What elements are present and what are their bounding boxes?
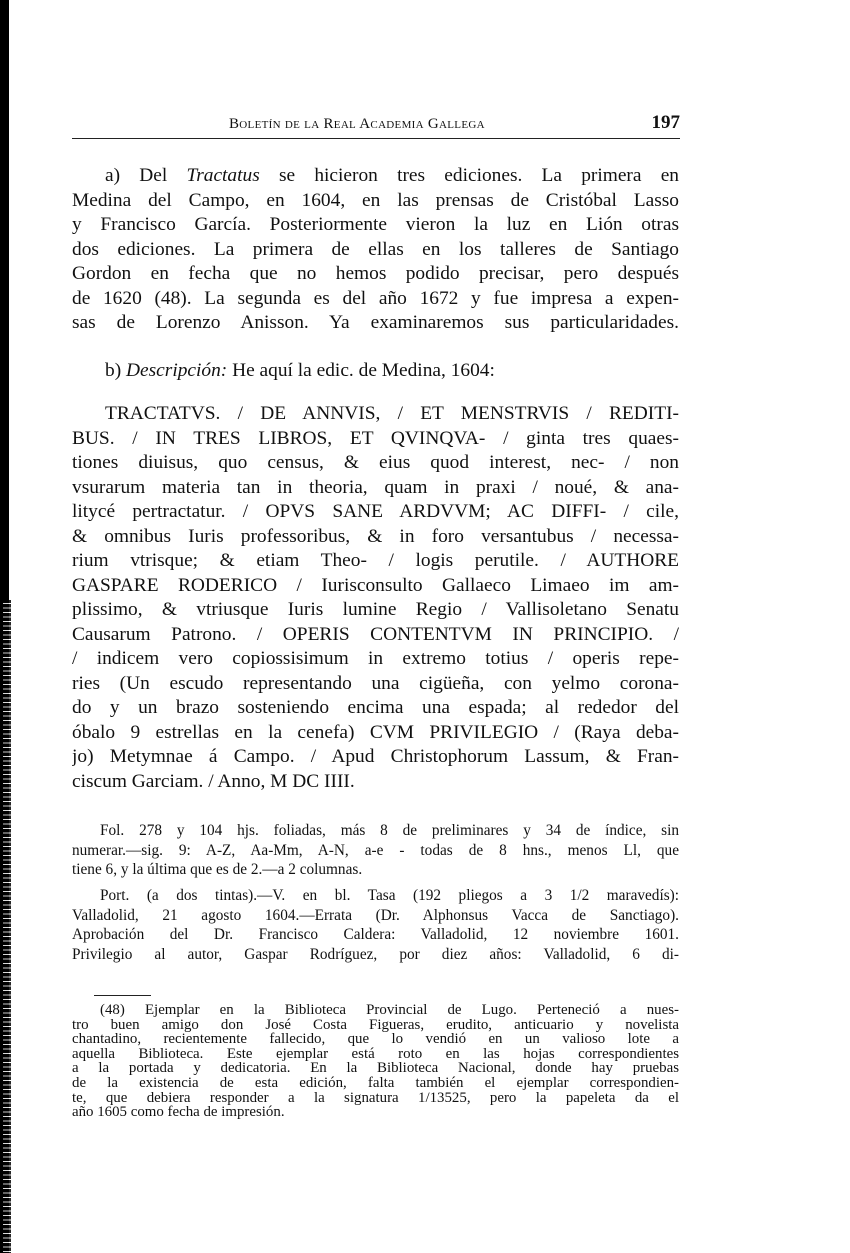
text-line: ciscum Garciam. / Anno, M DC IIII. — [72, 770, 355, 792]
scan-binding-noise — [3, 600, 11, 1253]
text-line: Privilegio al autor, Gaspar Rodríguez, por diez años: Valladolid, 6 di- — [72, 945, 679, 963]
paragraph-b — [72, 359, 679, 384]
text-line: numerar.—sig. 9: A-Z, Aa-Mm, A-N, a-e - todas de 8 hns., menos Ll, que — [72, 841, 679, 859]
text-line: plissimo, & vtriusque Iuris lumine Regio / Vallisoletano Senatu — [72, 599, 679, 620]
text-line: chantadino, recientemente fallecido, que lo vendió en un valioso lote a — [72, 1032, 679, 1047]
paragraph-a — [72, 164, 679, 336]
text-line: jo) Metymnae á Campo. / Apud Christophorum Lassum, & Fran- — [72, 746, 679, 767]
text-line: Causarum Patrono. / OPERIS CONTENTVM IN PRINCIPIO. / — [72, 623, 679, 645]
text-line: Gordon en fecha que no hemos podido precisar, pero después — [72, 263, 679, 284]
text-line: ries (Un escudo representando una cigüeña, con yelmo corona- — [72, 672, 679, 694]
text-line: a) Del Tractatus se hicieron tres ediciones. La primera en — [105, 165, 679, 186]
text-line: Fol. 278 y 104 hjs. foliadas, más 8 de preliminares y 34 de índice, sin — [100, 822, 679, 839]
text-line: Valladolid, 21 agosto 1604.—Errata (Dr. Alphonsus Vacca de Sanctiago). — [72, 906, 679, 924]
collation-paragraph — [72, 821, 679, 880]
text-line: & omnibus Iuris professoribus, & in foro versantubus / necessa- — [72, 525, 679, 547]
text-line: rium vtrisque; & etiam Theo- / logis perutile. / AUTHORE — [72, 550, 679, 571]
text-line: Medina del Campo, en 1604, en las prensas de Cristóbal Lasso — [72, 189, 679, 211]
text-line: a la portada y dedicatoria. En la Biblioteca Nacional, donde hay pruebas — [72, 1061, 679, 1076]
text-line: dos ediciones. La primera de ellas en los talleres de Santiago — [72, 238, 679, 260]
text-line: TRACTATVS. / DE ANNVIS, / ET MENSTRVIS / REDITI- — [105, 403, 679, 424]
text-line: do y un brazo sosteniendo encima una espada; al rededor del — [72, 697, 679, 718]
preliminaries-paragraph — [72, 886, 679, 964]
title-transcription — [72, 402, 679, 794]
text-line: año 1605 como fecha de impresión. — [72, 1105, 285, 1120]
text-line: Aprobación del Dr. Francisco Caldera: Valladolid, 12 noviembre 1601. — [72, 926, 679, 944]
text-line: vsurarum materia tan in theoria, quam in praxi / noué, & ana- — [72, 476, 679, 498]
footnote-48 — [72, 1003, 679, 1120]
text-line: litycé pertractatur. / OPVS SANE ARDVVM; AC DIFFI- / cile, — [72, 501, 679, 522]
text-line: tiene 6, y la última que es de 2.—a 2 columnas. — [72, 861, 363, 879]
text-line: b) Descripción: He aquí la edic. de Medina, 1604: — [105, 360, 495, 381]
text-line: te, que debiera responder a la signatura 1/13525, pero la papeleta da el — [72, 1090, 679, 1106]
text-line: de 1620 (48). La segunda es del año 1672 y fue impresa a expen- — [72, 287, 679, 309]
text-line: tiones diuisus, quo census, & eius quod interest, nec- / non — [72, 452, 679, 473]
text-line: GASPARE RODERICO / Iurisconsulto Gallaeco Limaeo im am- — [72, 574, 679, 596]
running-header — [72, 112, 680, 139]
text-line: Port. (a dos tintas).—V. en bl. Tasa (192 pliegos a 3 1/2 maravedís): — [100, 887, 679, 904]
page-number: 197 — [651, 112, 680, 133]
running-title: Boletín de la Real Academia Gallega — [229, 116, 485, 132]
text-line: aquella Biblioteca. Este ejemplar está roto en las hojas correspondientes — [72, 1046, 679, 1062]
text-line: óbalo 9 estrellas en la cenefa) CVM PRIVILEGIO / (Raya deba- — [72, 721, 679, 743]
footnote-rule — [94, 995, 151, 996]
text-line: tro buen amigo don José Costa Figueras, erudito, anticuario y novelista — [72, 1017, 679, 1033]
text-line: (48) Ejemplar en la Biblioteca Provincial de Lugo. Perteneció a nues- — [100, 1003, 679, 1018]
text-line: / indicem vero copiossisimum in extremo totius / operis repe- — [72, 648, 679, 669]
text-line: BUS. / IN TRES LIBROS, ET QVINQVA- / ginta tres quaes- — [72, 427, 679, 449]
text-line: y Francisco García. Posteriormente vieron la luz en Lión otras — [72, 214, 679, 235]
text-line: de la existencia de esta edición, falta también el ejemplar correspondien- — [72, 1075, 679, 1091]
text-line: sas de Lorenzo Anisson. Ya examinaremos sus particularidades. — [72, 312, 679, 333]
